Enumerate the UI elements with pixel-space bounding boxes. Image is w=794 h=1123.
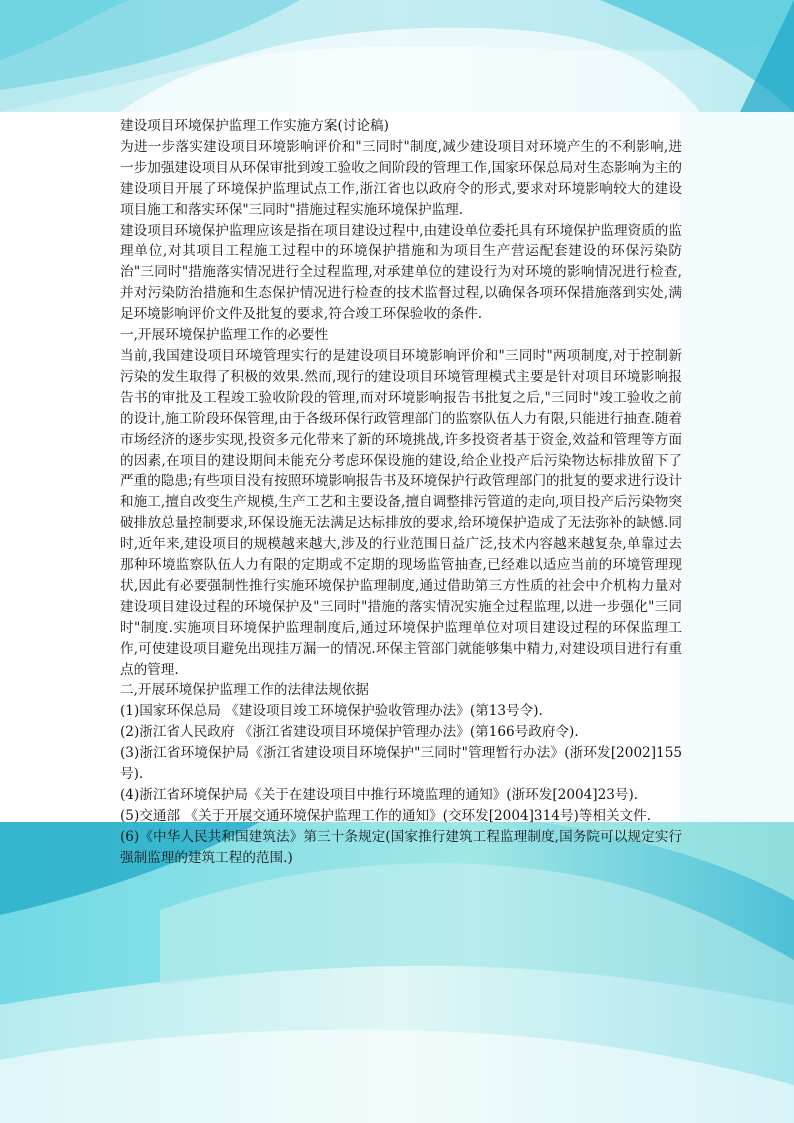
document-title: 建设项目环境保护监理工作实施方案(讨论稿) bbox=[120, 118, 389, 134]
section-heading-necessity: 一,开展环境保护监理工作的必要性 bbox=[120, 327, 329, 344]
legal-basis-item-2: (2)浙江省人民政府 《浙江省建设项目环境保护管理办法》(第166号政府令). bbox=[120, 724, 579, 741]
section-heading-legal-basis: 二,开展环境保护监理工作的法律法规依据 bbox=[120, 682, 370, 699]
legal-basis-item-3: (3)浙江省环境保护局《浙江省建设项目环境保护"三同时"管理暂行办法》(浙环发[2002]155号). bbox=[120, 745, 682, 783]
legal-basis-item-5: (5)交通部 《关于开展交通环境保护监理工作的通知》(交环发[2004]314号)等相关文件. bbox=[120, 807, 652, 824]
paragraph-intro: 为进一步落实建设项目环境影响评价和"三同时"制度,减少建设项目对环境产生的不利影响,进一步加强建设项目从环保审批到竣工验收之间阶段的管理工作,国家环保总局对生态影响为主的建设项目开展了环境保护监理试点工作,浙江省也以政府令的形式,要求对环境影响较大的建设项目施工和落实环保"三同时"措施过程实施环境保护监理. bbox=[120, 138, 682, 218]
paragraph-definition: 建设项目环境保护监理应该是指在项目建设过程中,由建设单位委托具有环境保护监理资质的监理单位,对其项目工程施工过程中的环境保护措施和为项目生产营运配套建设的环保污染防治"三同时"措施落实情况进行全过程监理,对承建单位的建设行为对环境的影响情况进行检查,并对污染防治措施和生态保护情况进行检查的技术监督过程,以确保各项环保措施落到实处,满足环境影响评价文件及批复的要求,符合竣工环保验收的条件. bbox=[120, 222, 682, 323]
paragraph-necessity: 当前,我国建设项目环境管理实行的是建设项目环境影响评价和"三同时"两项制度,对于控制新污染的发生取得了积极的效果.然而,现行的建设项目环境管理模式主要是针对项目环境影响报告书的审批及工程竣工验收阶段的管理,而对环境影响报告书批复之后,"三同时"竣工验收之前的设计,施工阶段环保管理,由于各级环保行政管理部门的监察队伍人力有限,只能进行抽查.随着市场经济的逐步实现,投资多元化带来了新的环境挑战,许多投资者基于资金,效益和管理等方面的因素,在项目的建设期间未能充分考虑环保设施的建设,给企业投产后污染物达标排放留下了严重的隐患;有些项目没有按照环境影响报告书及环境保护行政管理部门的批复的要求进行设计和施工,擅自改变生产规模,生产工艺和主要设备,擅自调整排污管道的走向,项目投产后污染物突破排放总量控制要求,环保设施无法满足达标排放的要求,给环境保护造成了无法弥补的缺憾.同时,近年来,建设项目的规模越来越大,涉及的行业范围日益广泛,技术内容越来越复杂,单靠过去那种环境监察队伍人力有限的定期或不定期的现场监管抽查,已经难以适应当前的环境管理现状,因此有必要强制性推行实施环境保护监理制度,通过借助第三方性质的社会中介机构力量对建设项目建设过程的环境保护及"三同时"措施的落实情况实施全过程监理,以进一步强化"三同时"制度.实施项目环境保护监理制度后,通过环境保护监理单位对项目建设过程的环保监理工作,可使建设项目避免出现挂万漏一的情况.环保主管部门就能够集中精力,对建设项目进行有重点的管理. bbox=[120, 347, 682, 678]
legal-basis-item-4: (4)浙江省环境保护局《关于在建设项目中推行环境监理的通知》(浙环发[2004]23号). bbox=[120, 787, 639, 803]
legal-basis-item-6: (6)《中华人民共和国建筑法》第三十条规定(国家推行建筑工程监理制度,国务院可以规定实行强制监理的建筑工程的范围.) bbox=[120, 828, 682, 866]
top-wave-decoration bbox=[0, 0, 794, 112]
legal-basis-item-1: (1)国家环保总局 《建设项目竣工环境保护验收管理办法》(第13号令). bbox=[120, 703, 543, 720]
bottom-wave-decoration bbox=[0, 966, 794, 1123]
document-body bbox=[120, 116, 682, 869]
